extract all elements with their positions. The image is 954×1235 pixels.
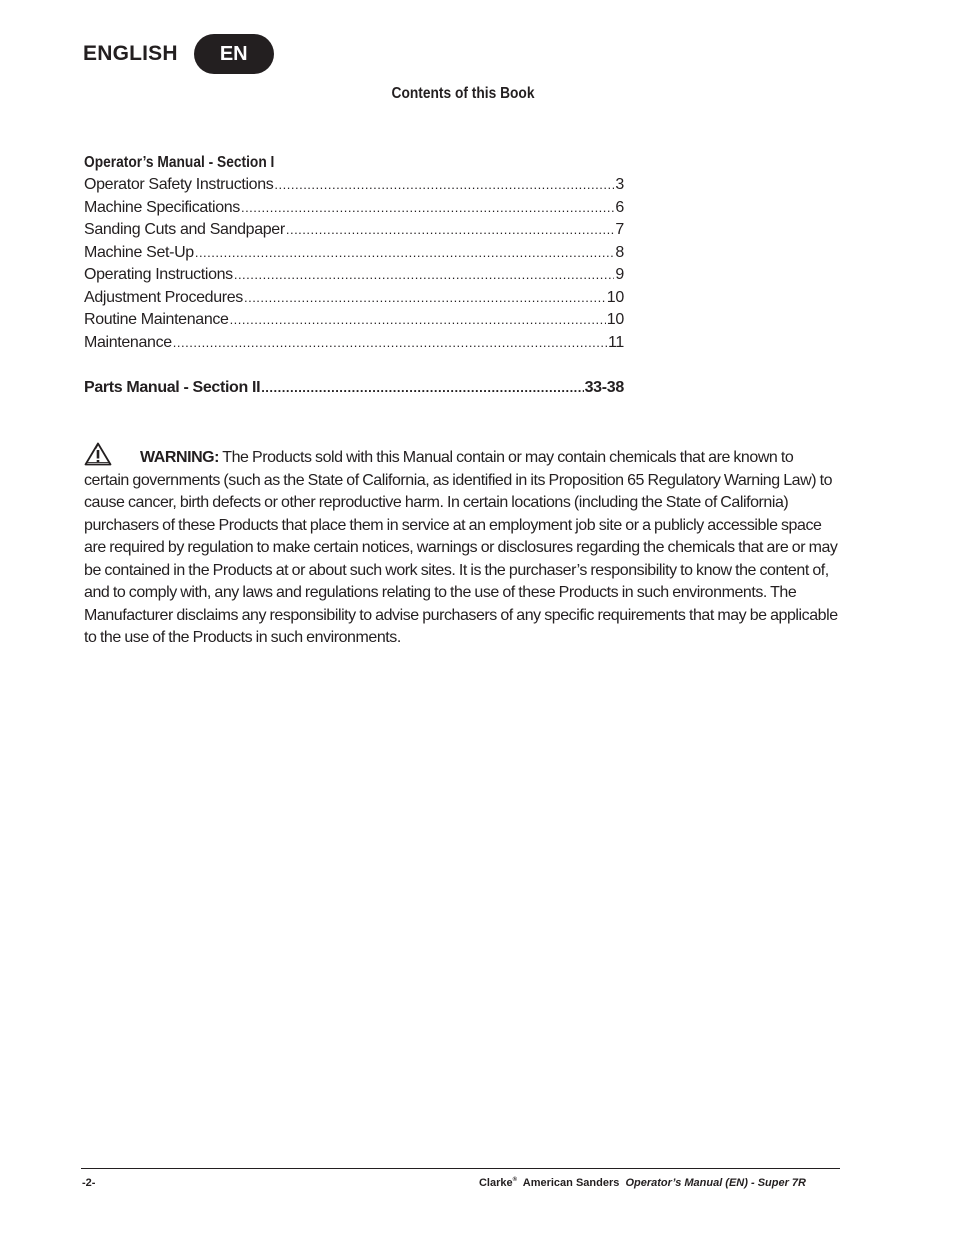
toc-entry-title: Sanding Cuts and Sandpaper: [84, 221, 285, 238]
toc-entry-page: 11: [607, 333, 624, 351]
toc-entry-title: Operating Instructions: [84, 266, 233, 283]
page-number: -2-: [82, 1177, 96, 1189]
toc-entry[interactable]: [84, 287, 624, 310]
dot-leader: [234, 264, 615, 287]
parts-section-page: 33-38: [584, 378, 624, 396]
toc-entry[interactable]: [84, 197, 624, 220]
warning-triangle-icon: [84, 442, 112, 466]
table-of-contents: [84, 152, 624, 399]
toc-entry-page: 10: [606, 288, 624, 306]
toc-entry[interactable]: [84, 332, 624, 355]
warning-label: WARNING:: [140, 449, 220, 466]
toc-entry[interactable]: [84, 174, 624, 197]
language-header: [83, 34, 274, 74]
warning-body: The Products sold with this Manual contain or may contain chemicals that are known to certain governments (such as the State of California, as identified in its Proposition 65 Regulatory Warning Law) to cause cancer, birth defects or other reproductive harm. In certain locations (including the State of California) purchasers of these Products that place them in service at an employment job site or a publicly accessible space are required by regulation to make certain notices, warnings or disclosures regarding the chemicals that are or may be contained in the Products at or about such work sites. It is the purchaser’s responsibility to know the content of, and to comply with, any laws and regulations relating to the use of these Products in such environments. The Manufacturer disclaims any responsibility to advise purchasers of any specific requirements that may be applicable to the use of the Products in such environments.: [84, 449, 838, 646]
dot-leader: [286, 219, 615, 242]
toc-entry-title: Routine Maintenance: [84, 311, 229, 328]
footer-divider: [81, 1168, 840, 1169]
warning-notice: [84, 447, 841, 650]
parts-section-entry[interactable]: [84, 377, 624, 400]
dot-leader: [274, 174, 614, 197]
toc-entry[interactable]: [84, 219, 624, 242]
registered-mark: ®: [512, 1177, 518, 1183]
parts-section-title: Parts Manual - Section II: [84, 378, 261, 396]
toc-entry-page: 9: [615, 266, 624, 283]
footer-manual-info: [479, 1177, 806, 1189]
toc-entry-page: 8: [615, 243, 624, 261]
company-name: American Sanders: [517, 1177, 626, 1189]
toc-entry-page: 3: [615, 176, 624, 193]
toc-entry[interactable]: [84, 309, 624, 332]
dot-leader: [261, 377, 583, 400]
dot-leader: [241, 197, 614, 220]
dot-leader: [195, 242, 615, 265]
language-badge: EN: [194, 34, 274, 74]
toc-entry-title: Operator Safety Instructions: [84, 176, 274, 193]
dot-leader: [244, 287, 606, 310]
contents-title: Contents of this Book: [391, 85, 535, 102]
brand-name: Clarke: [478, 1177, 513, 1189]
language-label: ENGLISH: [83, 42, 178, 65]
toc-entry-page: 6: [615, 198, 624, 216]
toc-entry[interactable]: [84, 264, 624, 287]
manual-title: Operator’s Manual (EN) - Super 7R: [625, 1177, 806, 1189]
toc-entry-page: 10: [606, 311, 624, 328]
operators-section-heading: Operator’s Manual - Section I: [84, 154, 275, 171]
toc-entry-title: Machine Set-Up: [84, 243, 194, 261]
dot-leader: [230, 309, 606, 332]
toc-entry[interactable]: [84, 242, 624, 265]
toc-entry-title: Maintenance: [84, 333, 172, 351]
toc-entry-page: 7: [615, 221, 624, 238]
dot-leader: [173, 332, 607, 355]
warning-paragraph: [84, 447, 841, 650]
toc-entry-title: Machine Specifications: [84, 198, 240, 216]
toc-entry-title: Adjustment Procedures: [84, 288, 243, 306]
